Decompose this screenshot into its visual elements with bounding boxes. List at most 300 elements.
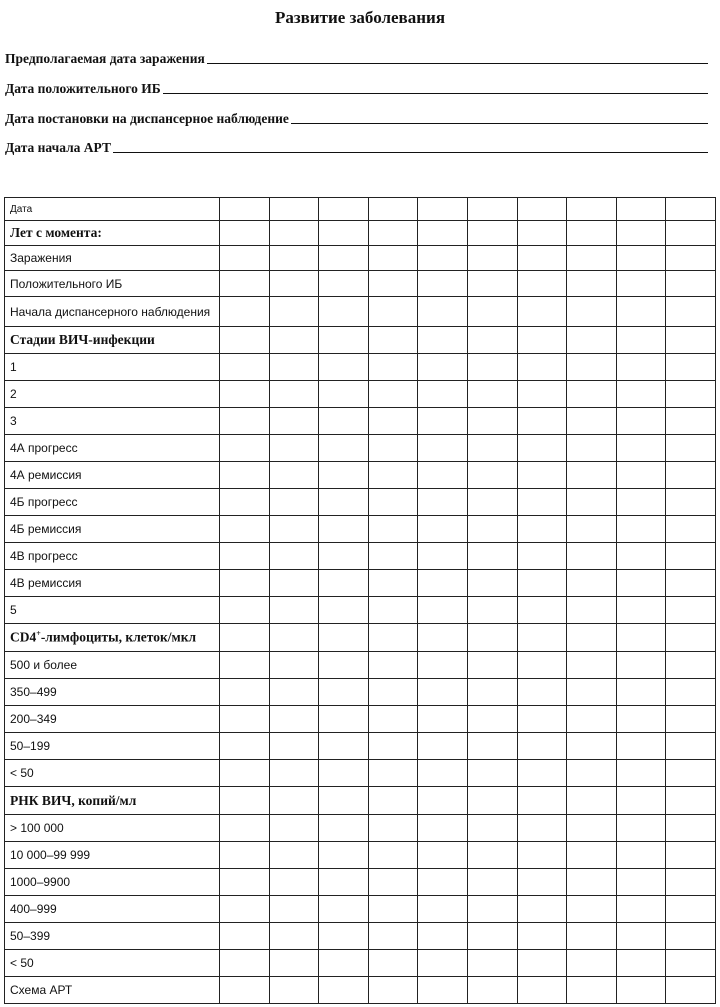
data-cell[interactable] bbox=[517, 679, 567, 706]
data-cell[interactable] bbox=[616, 760, 666, 787]
data-cell[interactable] bbox=[467, 652, 517, 679]
data-cell[interactable] bbox=[368, 408, 418, 435]
data-cell[interactable] bbox=[220, 297, 270, 327]
dispensary-date-field[interactable] bbox=[5, 107, 708, 127]
data-cell[interactable] bbox=[517, 221, 567, 246]
data-cell[interactable] bbox=[418, 787, 468, 815]
data-cell[interactable] bbox=[418, 543, 468, 570]
data-cell[interactable] bbox=[517, 597, 567, 624]
data-cell[interactable] bbox=[418, 271, 468, 297]
data-cell[interactable] bbox=[220, 787, 270, 815]
data-cell[interactable] bbox=[567, 624, 617, 652]
data-cell[interactable] bbox=[616, 869, 666, 896]
data-cell[interactable] bbox=[666, 246, 716, 271]
data-cell[interactable] bbox=[220, 246, 270, 271]
data-cell[interactable] bbox=[467, 869, 517, 896]
data-cell[interactable] bbox=[616, 408, 666, 435]
data-cell[interactable] bbox=[666, 435, 716, 462]
data-cell[interactable] bbox=[319, 597, 369, 624]
data-cell[interactable] bbox=[418, 597, 468, 624]
data-cell[interactable] bbox=[517, 652, 567, 679]
data-cell[interactable] bbox=[220, 652, 270, 679]
data-cell[interactable] bbox=[467, 271, 517, 297]
data-cell[interactable] bbox=[368, 198, 418, 221]
data-cell[interactable] bbox=[666, 787, 716, 815]
data-cell[interactable] bbox=[517, 327, 567, 354]
data-cell[interactable] bbox=[220, 706, 270, 733]
data-cell[interactable] bbox=[269, 787, 319, 815]
data-cell[interactable] bbox=[269, 597, 319, 624]
data-cell[interactable] bbox=[368, 516, 418, 543]
data-cell[interactable] bbox=[418, 408, 468, 435]
data-cell[interactable] bbox=[269, 297, 319, 327]
data-cell[interactable] bbox=[567, 597, 617, 624]
data-cell[interactable] bbox=[467, 842, 517, 869]
data-cell[interactable] bbox=[368, 869, 418, 896]
data-cell[interactable] bbox=[220, 597, 270, 624]
data-cell[interactable] bbox=[567, 198, 617, 221]
data-cell[interactable] bbox=[467, 679, 517, 706]
data-cell[interactable] bbox=[319, 516, 369, 543]
data-cell[interactable] bbox=[616, 327, 666, 354]
data-cell[interactable] bbox=[517, 760, 567, 787]
data-cell[interactable] bbox=[616, 221, 666, 246]
data-cell[interactable] bbox=[467, 354, 517, 381]
data-cell[interactable] bbox=[220, 221, 270, 246]
data-cell[interactable] bbox=[517, 815, 567, 842]
data-cell[interactable] bbox=[220, 570, 270, 597]
data-cell[interactable] bbox=[616, 516, 666, 543]
data-cell[interactable] bbox=[319, 489, 369, 516]
data-cell[interactable] bbox=[567, 570, 617, 597]
positive-ib-date-field[interactable] bbox=[5, 77, 708, 97]
data-cell[interactable] bbox=[269, 327, 319, 354]
data-cell[interactable] bbox=[467, 570, 517, 597]
data-cell[interactable] bbox=[418, 624, 468, 652]
data-cell[interactable] bbox=[368, 271, 418, 297]
data-cell[interactable] bbox=[368, 950, 418, 977]
data-cell[interactable] bbox=[666, 198, 716, 221]
data-cell[interactable] bbox=[220, 462, 270, 489]
data-cell[interactable] bbox=[269, 815, 319, 842]
data-cell[interactable] bbox=[269, 896, 319, 923]
data-cell[interactable] bbox=[220, 489, 270, 516]
data-cell[interactable] bbox=[616, 923, 666, 950]
data-cell[interactable] bbox=[567, 787, 617, 815]
data-cell[interactable] bbox=[418, 221, 468, 246]
data-cell[interactable] bbox=[467, 624, 517, 652]
data-cell[interactable] bbox=[567, 221, 617, 246]
data-cell[interactable] bbox=[418, 354, 468, 381]
data-cell[interactable] bbox=[368, 679, 418, 706]
data-cell[interactable] bbox=[567, 842, 617, 869]
data-cell[interactable] bbox=[368, 570, 418, 597]
data-cell[interactable] bbox=[269, 246, 319, 271]
data-cell[interactable] bbox=[418, 815, 468, 842]
data-cell[interactable] bbox=[319, 198, 369, 221]
data-cell[interactable] bbox=[269, 462, 319, 489]
data-cell[interactable] bbox=[467, 198, 517, 221]
data-cell[interactable] bbox=[666, 624, 716, 652]
data-cell[interactable] bbox=[567, 760, 617, 787]
data-cell[interactable] bbox=[467, 815, 517, 842]
data-cell[interactable] bbox=[319, 652, 369, 679]
data-cell[interactable] bbox=[517, 198, 567, 221]
data-cell[interactable] bbox=[616, 652, 666, 679]
data-cell[interactable] bbox=[220, 543, 270, 570]
data-cell[interactable] bbox=[220, 869, 270, 896]
data-cell[interactable] bbox=[616, 462, 666, 489]
data-cell[interactable] bbox=[467, 221, 517, 246]
data-cell[interactable] bbox=[517, 787, 567, 815]
data-cell[interactable] bbox=[567, 516, 617, 543]
data-cell[interactable] bbox=[418, 570, 468, 597]
data-cell[interactable] bbox=[567, 869, 617, 896]
data-cell[interactable] bbox=[616, 787, 666, 815]
data-cell[interactable] bbox=[567, 543, 617, 570]
data-cell[interactable] bbox=[319, 787, 369, 815]
data-cell[interactable] bbox=[418, 246, 468, 271]
data-cell[interactable] bbox=[666, 706, 716, 733]
data-cell[interactable] bbox=[269, 198, 319, 221]
data-cell[interactable] bbox=[319, 435, 369, 462]
data-cell[interactable] bbox=[666, 842, 716, 869]
data-cell[interactable] bbox=[418, 435, 468, 462]
data-cell[interactable] bbox=[517, 489, 567, 516]
data-cell[interactable] bbox=[368, 624, 418, 652]
data-cell[interactable] bbox=[220, 198, 270, 221]
data-cell[interactable] bbox=[418, 923, 468, 950]
data-cell[interactable] bbox=[517, 297, 567, 327]
data-cell[interactable] bbox=[666, 516, 716, 543]
data-cell[interactable] bbox=[368, 381, 418, 408]
data-cell[interactable] bbox=[666, 381, 716, 408]
data-cell[interactable] bbox=[220, 408, 270, 435]
data-cell[interactable] bbox=[418, 462, 468, 489]
data-cell[interactable] bbox=[269, 570, 319, 597]
data-cell[interactable] bbox=[319, 896, 369, 923]
art-start-date-field[interactable] bbox=[5, 136, 708, 156]
data-cell[interactable] bbox=[319, 869, 369, 896]
data-cell[interactable] bbox=[269, 842, 319, 869]
data-cell[interactable] bbox=[368, 435, 418, 462]
data-cell[interactable] bbox=[418, 869, 468, 896]
data-cell[interactable] bbox=[368, 221, 418, 246]
data-cell[interactable] bbox=[616, 381, 666, 408]
data-cell[interactable] bbox=[418, 652, 468, 679]
data-cell[interactable] bbox=[319, 624, 369, 652]
data-cell[interactable] bbox=[517, 381, 567, 408]
data-cell[interactable] bbox=[517, 246, 567, 271]
data-cell[interactable] bbox=[567, 950, 617, 977]
data-cell[interactable] bbox=[418, 950, 468, 977]
data-cell[interactable] bbox=[467, 950, 517, 977]
data-cell[interactable] bbox=[616, 679, 666, 706]
data-cell[interactable] bbox=[220, 950, 270, 977]
data-cell[interactable] bbox=[567, 462, 617, 489]
data-cell[interactable] bbox=[616, 297, 666, 327]
data-cell[interactable] bbox=[269, 733, 319, 760]
data-cell[interactable] bbox=[368, 327, 418, 354]
data-cell[interactable] bbox=[269, 354, 319, 381]
data-cell[interactable] bbox=[269, 652, 319, 679]
data-cell[interactable] bbox=[467, 462, 517, 489]
data-cell[interactable] bbox=[517, 570, 567, 597]
data-cell[interactable] bbox=[517, 950, 567, 977]
data-cell[interactable] bbox=[319, 327, 369, 354]
data-cell[interactable] bbox=[368, 543, 418, 570]
data-cell[interactable] bbox=[467, 760, 517, 787]
data-cell[interactable] bbox=[319, 543, 369, 570]
data-cell[interactable] bbox=[616, 896, 666, 923]
data-cell[interactable] bbox=[567, 977, 617, 1004]
data-cell[interactable] bbox=[418, 679, 468, 706]
data-cell[interactable] bbox=[666, 271, 716, 297]
data-cell[interactable] bbox=[666, 489, 716, 516]
data-cell[interactable] bbox=[319, 815, 369, 842]
data-cell[interactable] bbox=[616, 271, 666, 297]
data-cell[interactable] bbox=[319, 679, 369, 706]
data-cell[interactable] bbox=[616, 977, 666, 1004]
data-cell[interactable] bbox=[220, 327, 270, 354]
data-cell[interactable] bbox=[418, 381, 468, 408]
data-cell[interactable] bbox=[220, 842, 270, 869]
data-cell[interactable] bbox=[319, 733, 369, 760]
data-cell[interactable] bbox=[616, 570, 666, 597]
data-cell[interactable] bbox=[319, 923, 369, 950]
data-cell[interactable] bbox=[418, 489, 468, 516]
data-cell[interactable] bbox=[418, 760, 468, 787]
data-cell[interactable] bbox=[319, 462, 369, 489]
data-cell[interactable] bbox=[567, 706, 617, 733]
data-cell[interactable] bbox=[666, 462, 716, 489]
data-cell[interactable] bbox=[666, 679, 716, 706]
data-cell[interactable] bbox=[467, 597, 517, 624]
data-cell[interactable] bbox=[567, 246, 617, 271]
data-cell[interactable] bbox=[220, 896, 270, 923]
data-cell[interactable] bbox=[517, 435, 567, 462]
data-cell[interactable] bbox=[319, 246, 369, 271]
data-cell[interactable] bbox=[368, 923, 418, 950]
data-cell[interactable] bbox=[517, 543, 567, 570]
data-cell[interactable] bbox=[467, 516, 517, 543]
data-cell[interactable] bbox=[567, 381, 617, 408]
data-cell[interactable] bbox=[319, 354, 369, 381]
data-cell[interactable] bbox=[467, 327, 517, 354]
data-cell[interactable] bbox=[567, 354, 617, 381]
data-cell[interactable] bbox=[517, 842, 567, 869]
data-cell[interactable] bbox=[220, 733, 270, 760]
data-cell[interactable] bbox=[319, 297, 369, 327]
data-cell[interactable] bbox=[517, 462, 567, 489]
data-cell[interactable] bbox=[220, 271, 270, 297]
data-cell[interactable] bbox=[517, 923, 567, 950]
data-cell[interactable] bbox=[269, 435, 319, 462]
data-cell[interactable] bbox=[616, 706, 666, 733]
data-cell[interactable] bbox=[467, 381, 517, 408]
data-cell[interactable] bbox=[269, 271, 319, 297]
data-cell[interactable] bbox=[418, 516, 468, 543]
data-cell[interactable] bbox=[319, 221, 369, 246]
data-cell[interactable] bbox=[418, 977, 468, 1004]
data-cell[interactable] bbox=[368, 842, 418, 869]
data-cell[interactable] bbox=[220, 923, 270, 950]
data-cell[interactable] bbox=[368, 652, 418, 679]
data-cell[interactable] bbox=[269, 624, 319, 652]
data-cell[interactable] bbox=[666, 570, 716, 597]
data-cell[interactable] bbox=[666, 733, 716, 760]
data-cell[interactable] bbox=[666, 652, 716, 679]
data-cell[interactable] bbox=[269, 489, 319, 516]
data-cell[interactable] bbox=[616, 733, 666, 760]
data-cell[interactable] bbox=[616, 435, 666, 462]
data-cell[interactable] bbox=[616, 198, 666, 221]
data-cell[interactable] bbox=[616, 489, 666, 516]
data-cell[interactable] bbox=[467, 489, 517, 516]
data-cell[interactable] bbox=[467, 977, 517, 1004]
data-cell[interactable] bbox=[517, 354, 567, 381]
data-cell[interactable] bbox=[319, 706, 369, 733]
data-cell[interactable] bbox=[467, 297, 517, 327]
data-cell[interactable] bbox=[319, 570, 369, 597]
data-cell[interactable] bbox=[467, 923, 517, 950]
data-cell[interactable] bbox=[368, 815, 418, 842]
data-cell[interactable] bbox=[269, 381, 319, 408]
data-cell[interactable] bbox=[567, 271, 617, 297]
data-cell[interactable] bbox=[567, 297, 617, 327]
data-cell[interactable] bbox=[368, 597, 418, 624]
data-cell[interactable] bbox=[467, 706, 517, 733]
data-cell[interactable] bbox=[567, 652, 617, 679]
data-cell[interactable] bbox=[517, 733, 567, 760]
data-cell[interactable] bbox=[666, 597, 716, 624]
data-cell[interactable] bbox=[517, 869, 567, 896]
data-cell[interactable] bbox=[666, 327, 716, 354]
data-cell[interactable] bbox=[418, 198, 468, 221]
data-cell[interactable] bbox=[666, 760, 716, 787]
data-cell[interactable] bbox=[269, 760, 319, 787]
data-cell[interactable] bbox=[567, 815, 617, 842]
data-cell[interactable] bbox=[467, 787, 517, 815]
data-cell[interactable] bbox=[666, 297, 716, 327]
data-cell[interactable] bbox=[368, 297, 418, 327]
data-cell[interactable] bbox=[368, 462, 418, 489]
data-cell[interactable] bbox=[269, 923, 319, 950]
data-cell[interactable] bbox=[220, 381, 270, 408]
data-cell[interactable] bbox=[368, 706, 418, 733]
data-cell[interactable] bbox=[517, 516, 567, 543]
data-cell[interactable] bbox=[319, 977, 369, 1004]
data-cell[interactable] bbox=[517, 624, 567, 652]
data-cell[interactable] bbox=[616, 354, 666, 381]
infection-date-field[interactable] bbox=[5, 47, 708, 67]
data-cell[interactable] bbox=[666, 815, 716, 842]
data-cell[interactable] bbox=[567, 408, 617, 435]
data-cell[interactable] bbox=[666, 977, 716, 1004]
data-cell[interactable] bbox=[616, 624, 666, 652]
data-cell[interactable] bbox=[269, 221, 319, 246]
data-cell[interactable] bbox=[220, 679, 270, 706]
data-cell[interactable] bbox=[616, 950, 666, 977]
data-cell[interactable] bbox=[517, 408, 567, 435]
data-cell[interactable] bbox=[269, 543, 319, 570]
data-cell[interactable] bbox=[319, 760, 369, 787]
data-cell[interactable] bbox=[220, 435, 270, 462]
data-cell[interactable] bbox=[368, 354, 418, 381]
data-cell[interactable] bbox=[368, 733, 418, 760]
data-cell[interactable] bbox=[220, 760, 270, 787]
data-cell[interactable] bbox=[269, 977, 319, 1004]
data-cell[interactable] bbox=[467, 408, 517, 435]
data-cell[interactable] bbox=[616, 842, 666, 869]
data-cell[interactable] bbox=[616, 597, 666, 624]
data-cell[interactable] bbox=[567, 896, 617, 923]
data-cell[interactable] bbox=[616, 815, 666, 842]
data-cell[interactable] bbox=[467, 896, 517, 923]
data-cell[interactable] bbox=[368, 896, 418, 923]
data-cell[interactable] bbox=[418, 733, 468, 760]
data-cell[interactable] bbox=[567, 435, 617, 462]
data-cell[interactable] bbox=[368, 760, 418, 787]
data-cell[interactable] bbox=[269, 950, 319, 977]
data-cell[interactable] bbox=[220, 516, 270, 543]
data-cell[interactable] bbox=[467, 246, 517, 271]
data-cell[interactable] bbox=[418, 842, 468, 869]
data-cell[interactable] bbox=[517, 977, 567, 1004]
data-cell[interactable] bbox=[567, 923, 617, 950]
data-cell[interactable] bbox=[616, 543, 666, 570]
data-cell[interactable] bbox=[666, 221, 716, 246]
data-cell[interactable] bbox=[567, 679, 617, 706]
data-cell[interactable] bbox=[666, 950, 716, 977]
data-cell[interactable] bbox=[666, 354, 716, 381]
data-cell[interactable] bbox=[319, 842, 369, 869]
data-cell[interactable] bbox=[666, 408, 716, 435]
data-cell[interactable] bbox=[269, 706, 319, 733]
data-cell[interactable] bbox=[368, 246, 418, 271]
data-cell[interactable] bbox=[517, 896, 567, 923]
data-cell[interactable] bbox=[319, 381, 369, 408]
data-cell[interactable] bbox=[666, 896, 716, 923]
data-cell[interactable] bbox=[220, 624, 270, 652]
data-cell[interactable] bbox=[319, 408, 369, 435]
data-cell[interactable] bbox=[418, 706, 468, 733]
data-cell[interactable] bbox=[616, 246, 666, 271]
data-cell[interactable] bbox=[319, 950, 369, 977]
data-cell[interactable] bbox=[418, 297, 468, 327]
data-cell[interactable] bbox=[467, 543, 517, 570]
data-cell[interactable] bbox=[269, 869, 319, 896]
data-cell[interactable] bbox=[269, 408, 319, 435]
data-cell[interactable] bbox=[666, 923, 716, 950]
data-cell[interactable] bbox=[666, 869, 716, 896]
data-cell[interactable] bbox=[368, 787, 418, 815]
data-cell[interactable] bbox=[517, 271, 567, 297]
data-cell[interactable] bbox=[220, 977, 270, 1004]
data-cell[interactable] bbox=[517, 706, 567, 733]
data-cell[interactable] bbox=[220, 354, 270, 381]
data-cell[interactable] bbox=[666, 543, 716, 570]
data-cell[interactable] bbox=[368, 977, 418, 1004]
data-cell[interactable] bbox=[418, 327, 468, 354]
data-cell[interactable] bbox=[567, 327, 617, 354]
data-cell[interactable] bbox=[418, 896, 468, 923]
data-cell[interactable] bbox=[269, 679, 319, 706]
data-cell[interactable] bbox=[319, 271, 369, 297]
data-cell[interactable] bbox=[220, 815, 270, 842]
data-cell[interactable] bbox=[269, 516, 319, 543]
data-cell[interactable] bbox=[467, 733, 517, 760]
